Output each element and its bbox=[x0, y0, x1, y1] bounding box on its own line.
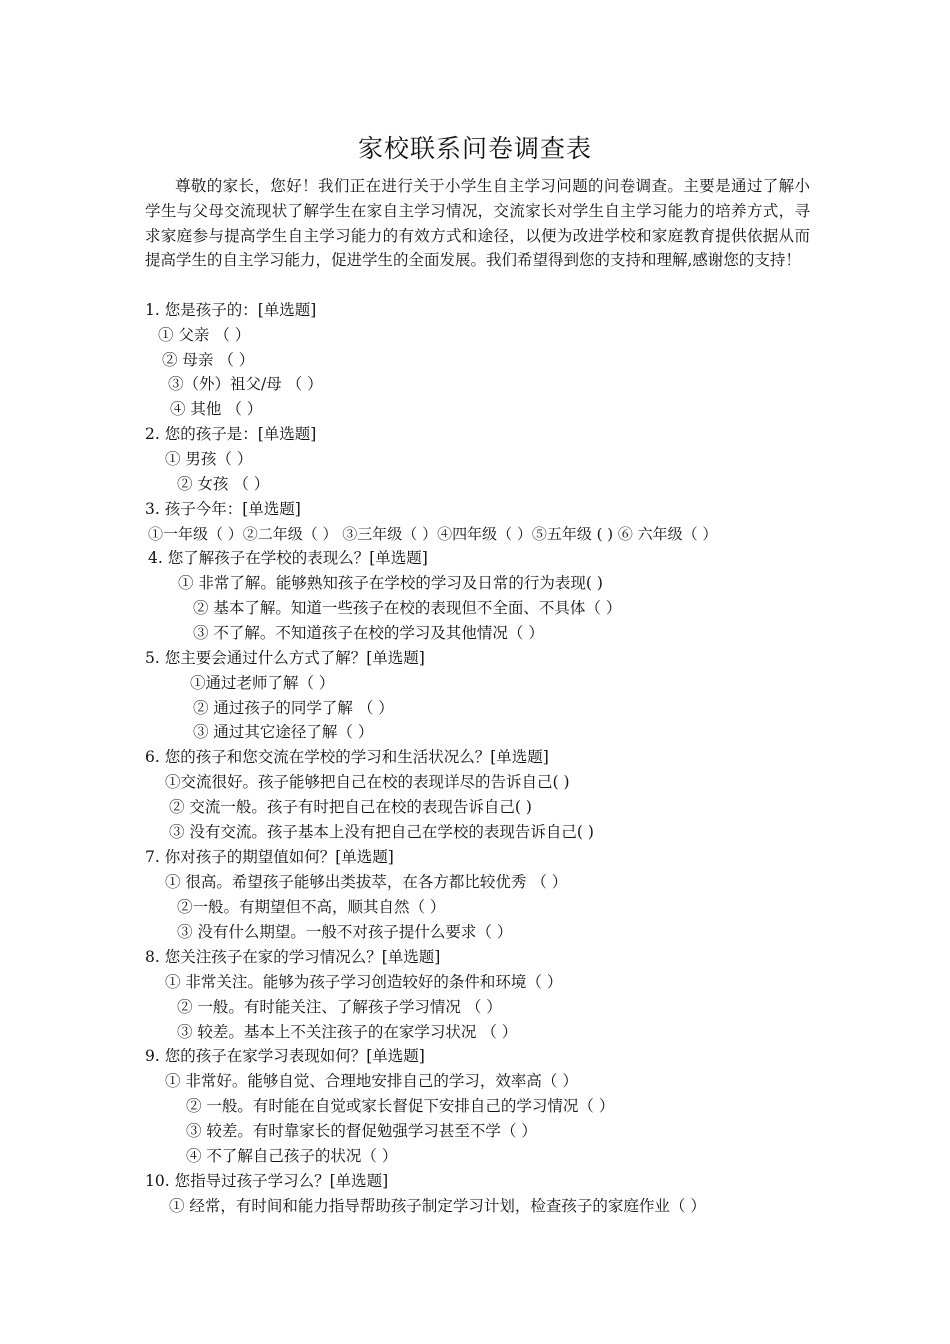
option-q9-4: ④ 不了解自己孩子的状况（ ） bbox=[186, 1147, 398, 1165]
document-title: 家校联系问卷调查表 bbox=[357, 134, 592, 163]
question-10: 10. 您指导过孩子学习么？[单选题] bbox=[145, 1172, 389, 1190]
question-1: 1. 您是孩子的：[单选题] bbox=[145, 301, 317, 319]
question-8: 8. 您关注孩子在家的学习情况么？[单选题] bbox=[145, 948, 441, 966]
option-q1-3: ③（外）祖父/母 （ ） bbox=[168, 375, 323, 393]
option-q5-1: ①通过老师了解（ ） bbox=[190, 674, 335, 692]
question-7: 7. 你对孩子的期望值如何？[单选题] bbox=[145, 848, 394, 866]
option-q8-3: ③ 较差。基本上不关注孩子的在家学习状况 （ ） bbox=[177, 1023, 518, 1041]
option-q5-3: ③ 通过其它途径了解（ ） bbox=[193, 723, 374, 741]
option-q2-2: ② 女孩 （ ） bbox=[177, 475, 270, 493]
option-q8-1: ① 非常关注。能够为孩子学习创造较好的条件和环境（ ） bbox=[165, 973, 563, 991]
option-q9-2: ② 一般。有时能在自觉或家长督促下安排自己的学习情况（ ） bbox=[186, 1097, 615, 1115]
option-q6-1: ①交流很好。孩子能够把自己在校的表现详尽的告诉自己( ) bbox=[165, 773, 570, 791]
option-q7-1: ① 很高。希望孩子能够出类拔萃，在各方都比较优秀 （ ） bbox=[165, 873, 568, 891]
option-q1-1: ① 父亲 （ ） bbox=[158, 326, 251, 344]
option-q6-3: ③ 没有交流。孩子基本上没有把自己在学校的表现告诉自己( ) bbox=[169, 823, 594, 841]
option-q10-1: ① 经常，有时间和能力指导帮助孩子制定学习计划，检查孩子的家庭作业（ ） bbox=[169, 1197, 706, 1215]
question-3: 3. 孩子今年：[单选题] bbox=[145, 500, 301, 518]
question-2: 2. 您的孩子是：[单选题] bbox=[145, 425, 317, 443]
question-5: 5. 您主要会通过什么方式了解？[单选题] bbox=[145, 649, 425, 667]
option-q8-2: ② 一般。有时能关注、了解孩子学习情况 （ ） bbox=[177, 998, 502, 1016]
option-q4-1: ① 非常了解。能够熟知孩子在学校的学习及日常的行为表现( ) bbox=[178, 574, 603, 592]
option-q1-4: ④ 其他 （ ） bbox=[170, 400, 263, 418]
option-q5-2: ② 通过孩子的同学了解 （ ） bbox=[193, 699, 394, 717]
option-q6-2: ② 交流一般。孩子有时把自己在校的表现告诉自己( ) bbox=[169, 798, 532, 816]
question-4: 4. 您了解孩子在学校的表现么？[单选题] bbox=[148, 549, 428, 567]
option-q4-2: ② 基本了解。知道一些孩子在校的表现但不全面、不具体（ ） bbox=[193, 599, 622, 617]
option-q7-2: ②一般。有期望但不高，顺其自然（ ） bbox=[177, 898, 446, 916]
option-q7-3: ③ 没有什么期望。一般不对孩子提什么要求（ ） bbox=[177, 923, 513, 941]
question-9: 9. 您的孩子在家学习表现如何？[单选题] bbox=[145, 1047, 425, 1065]
intro-paragraph: 尊敬的家长，您好！我们正在进行关于小学生自主学习问题的问卷调查。主要是通过了解小学生与父母交流现状了解学生在家自主学习情况，交流家长对学生自主学习能力的培养方式，寻求家庭参与提高学生自主学习能力的有效方式和途径，以便为改进学校和家庭教育提供依据从而提高学生的自主学习能力，促进学生的全面发展。我们希望得到您的支持和理解,感谢您的支持！ bbox=[145, 177, 810, 270]
question-6: 6. 您的孩子和您交流在学校的学习和生活状况么？[单选题] bbox=[145, 748, 549, 766]
option-q4-3: ③ 不了解。不知道孩子在校的学习及其他情况（ ） bbox=[193, 624, 544, 642]
option-q9-1: ① 非常好。能够自觉、合理地安排自己的学习，效率高（ ） bbox=[165, 1072, 578, 1090]
option-q3-grades: ①一年级（ ）②二年级（ ） ③三年级（ ）④四年级（ ）⑤五年级 ( ) ⑥ 六年级（ ） bbox=[148, 525, 718, 543]
option-q2-1: ① 男孩（ ） bbox=[165, 450, 253, 468]
option-q9-3: ③ 较差。有时靠家长的督促勉强学习甚至不学（ ） bbox=[186, 1122, 537, 1140]
option-q1-2: ② 母亲 （ ） bbox=[162, 351, 255, 369]
